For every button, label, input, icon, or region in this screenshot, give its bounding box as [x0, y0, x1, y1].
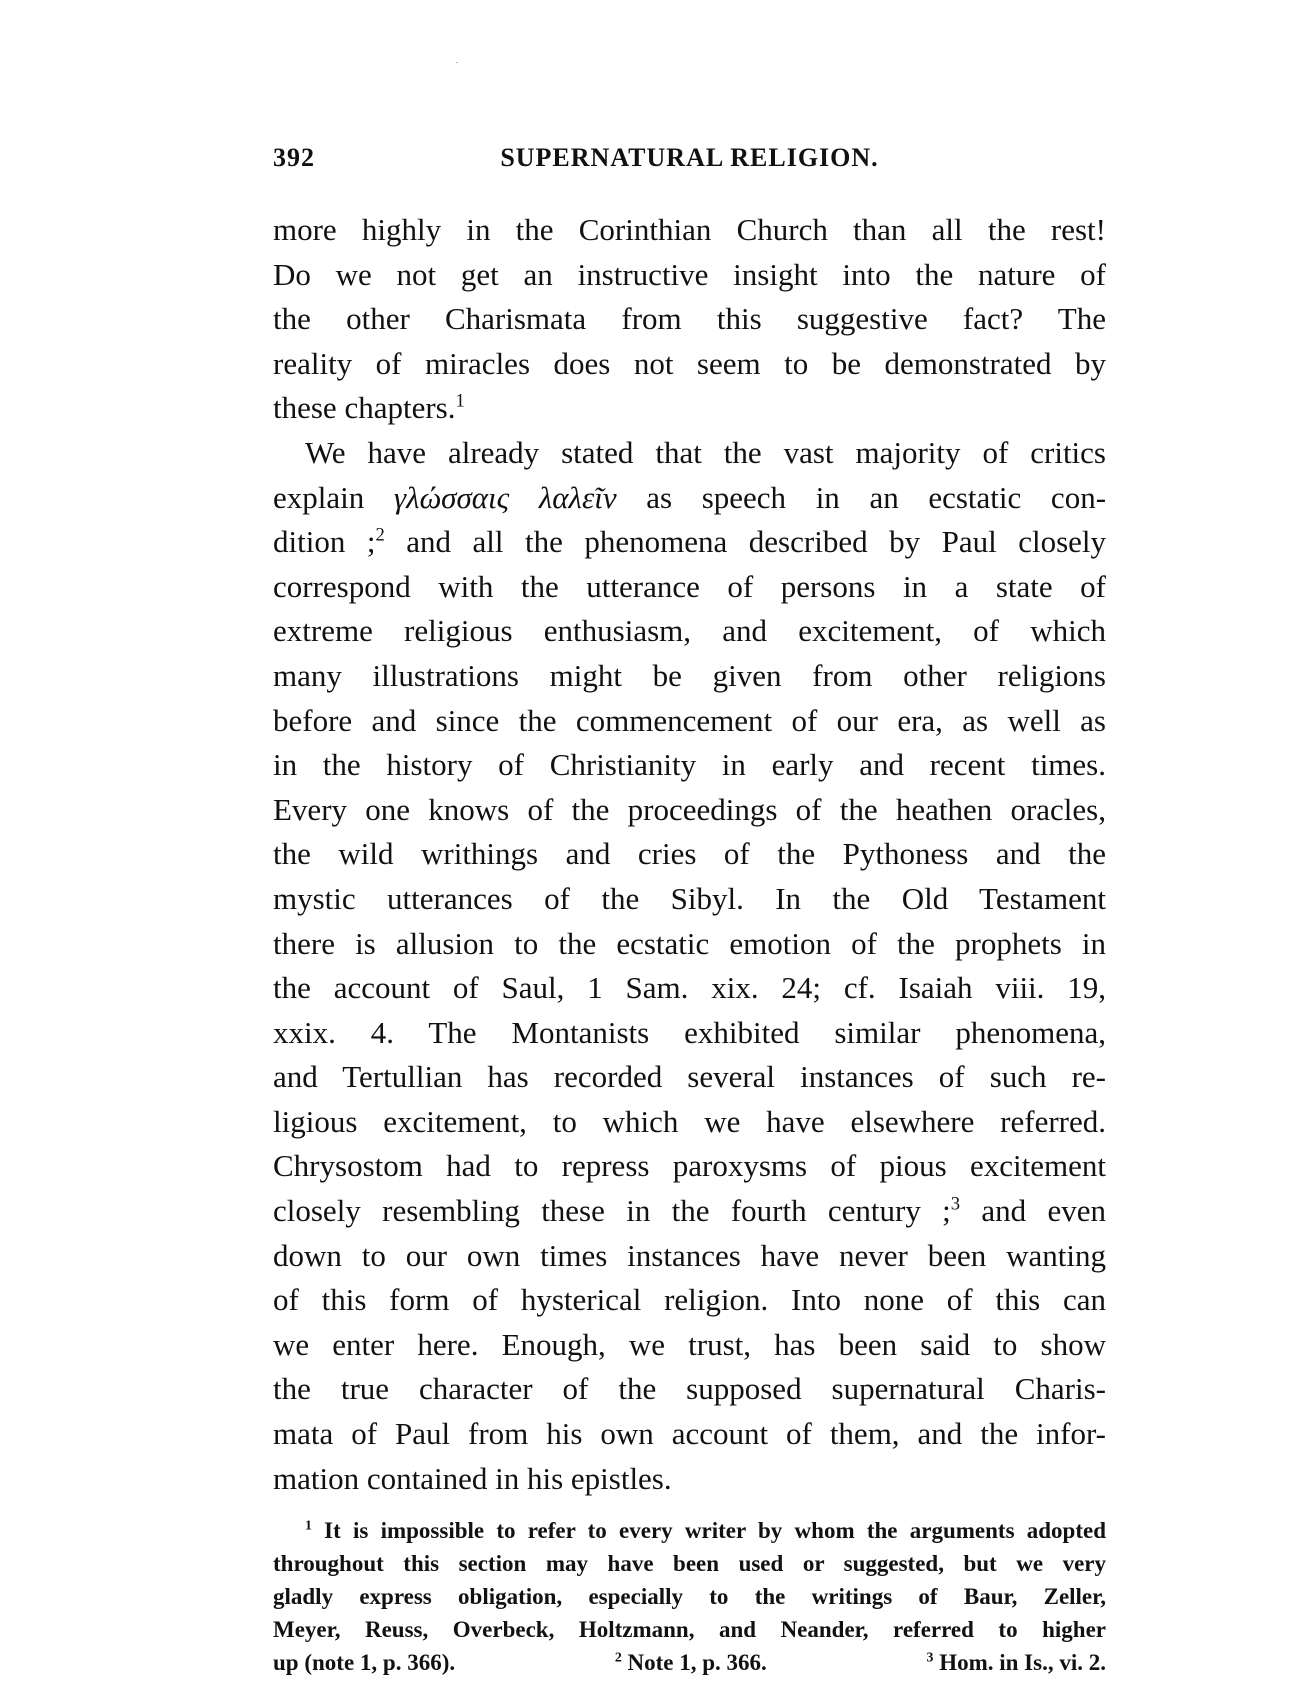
text-fragment: and even — [981, 1193, 1107, 1229]
footnote-ref: 3 — [950, 1193, 961, 1215]
text-line: the account of Saul, 1 Sam. xix. 24; cf. Isaiah viii. 19, — [273, 970, 1106, 1006]
text-line: many illustrations might be given from other religions — [273, 657, 1106, 693]
text-line: there is allusion to the ecstatic emotion of the prophets in — [273, 925, 1106, 961]
text-line: down to our own times instances have never been wanting — [273, 1237, 1106, 1273]
text-fragment: as speech in an ecstatic con- — [646, 479, 1107, 515]
text-line: of this form of hysterical religion. Into none of this can — [273, 1282, 1106, 1318]
page-number: 392 — [273, 143, 315, 172]
greek-phrase: γλώσσαις λαλεῖν — [393, 479, 617, 515]
text-line: correspond with the utterance of persons in a state of — [273, 568, 1106, 604]
text-fragment: It is impossible to refer to every writer by whom the arguments adopted — [324, 1518, 1106, 1543]
text-line: We have already stated that the vast majority of critics — [305, 434, 1106, 470]
footnotes — [273, 1514, 1106, 1679]
footnote-ref: 2 — [375, 524, 385, 546]
footnote-3 — [927, 1646, 1106, 1679]
text-fragment: these chapters. — [273, 390, 456, 426]
footnote-ref: 1 — [455, 391, 465, 413]
text-line: in the history of Christianity in early and recent times. — [273, 747, 1106, 783]
footnote-mark: 3 — [926, 1649, 934, 1665]
footnote-mark: 1 — [305, 1517, 312, 1533]
text-line: before and since the commencement of our era, as well as — [273, 702, 1106, 738]
scan-speck — [456, 62, 458, 63]
text-line: mata of Paul from his own account of them, and the infor- — [273, 1416, 1106, 1452]
text-fragment: and all the phenomena described by Paul closely — [406, 524, 1107, 560]
text-line: the wild writhings and cries of the Pythoness and the — [273, 836, 1106, 872]
text-fragment: explain — [273, 479, 365, 515]
footnote-line: throughout this section may have been used or suggested, but we very — [273, 1551, 1106, 1576]
text-line — [273, 476, 1106, 521]
text-fragment: Note 1, p. 366. — [627, 1650, 767, 1675]
text-line: mystic utterances of the Sibyl. In the Old Testament — [273, 880, 1106, 916]
text-line: we enter here. Enough, we trust, has been said to show — [273, 1326, 1106, 1362]
text-fragment: Hom. in Is., vi. 2. — [939, 1650, 1106, 1675]
text-line: extreme religious enthusiasm, and excitement, of which — [273, 613, 1106, 649]
body-text — [273, 208, 1106, 1501]
footnote-1-end: up (note 1, p. 366). — [273, 1650, 456, 1675]
text-line: more highly in the Corinthian Church than all the rest! — [273, 212, 1106, 247]
text-line: and Tertullian has recorded several instances of such re- — [273, 1059, 1106, 1095]
text-line: mation contained in his epistles. — [273, 1460, 672, 1496]
footnote-mark: 2 — [614, 1649, 622, 1665]
footnote-2 — [615, 1646, 767, 1679]
text-line: the true character of the supposed supernatural Charis- — [273, 1371, 1106, 1407]
text-line: Chrysostom had to repress paroxysms of pious excitement — [273, 1148, 1106, 1184]
text-line — [273, 1189, 1106, 1234]
text-line: reality of miracles does not seem to be demonstrated by — [273, 345, 1106, 381]
text-line: ligious excitement, to which we have elsewhere referred. — [273, 1103, 1106, 1139]
text-fragment: closely resembling these in the fourth century ; — [273, 1193, 951, 1229]
text-fragment: dition ; — [273, 524, 376, 560]
footnote-line: gladly express obligation, especially to the writings of Baur, Zeller, — [273, 1584, 1106, 1609]
text-line: the other Charismata from this suggestive fact? The — [273, 301, 1106, 337]
running-title: SUPERNATURAL RELIGION. — [500, 143, 879, 172]
running-header — [273, 143, 1106, 179]
text-line: Do we not get an instructive insight into the nature of — [273, 256, 1106, 292]
text-line: xxix. 4. The Montanists exhibited similar phenomena, — [273, 1014, 1106, 1050]
footnote-line — [273, 1514, 1106, 1547]
footnote-line — [273, 1646, 1106, 1679]
footnote-line: Meyer, Reuss, Overbeck, Holtzmann, and Neander, referred to higher — [273, 1617, 1106, 1642]
text-line: Every one knows of the proceedings of the heathen oracles, — [273, 791, 1106, 827]
text-line — [273, 386, 1106, 431]
text-line — [273, 520, 1106, 565]
